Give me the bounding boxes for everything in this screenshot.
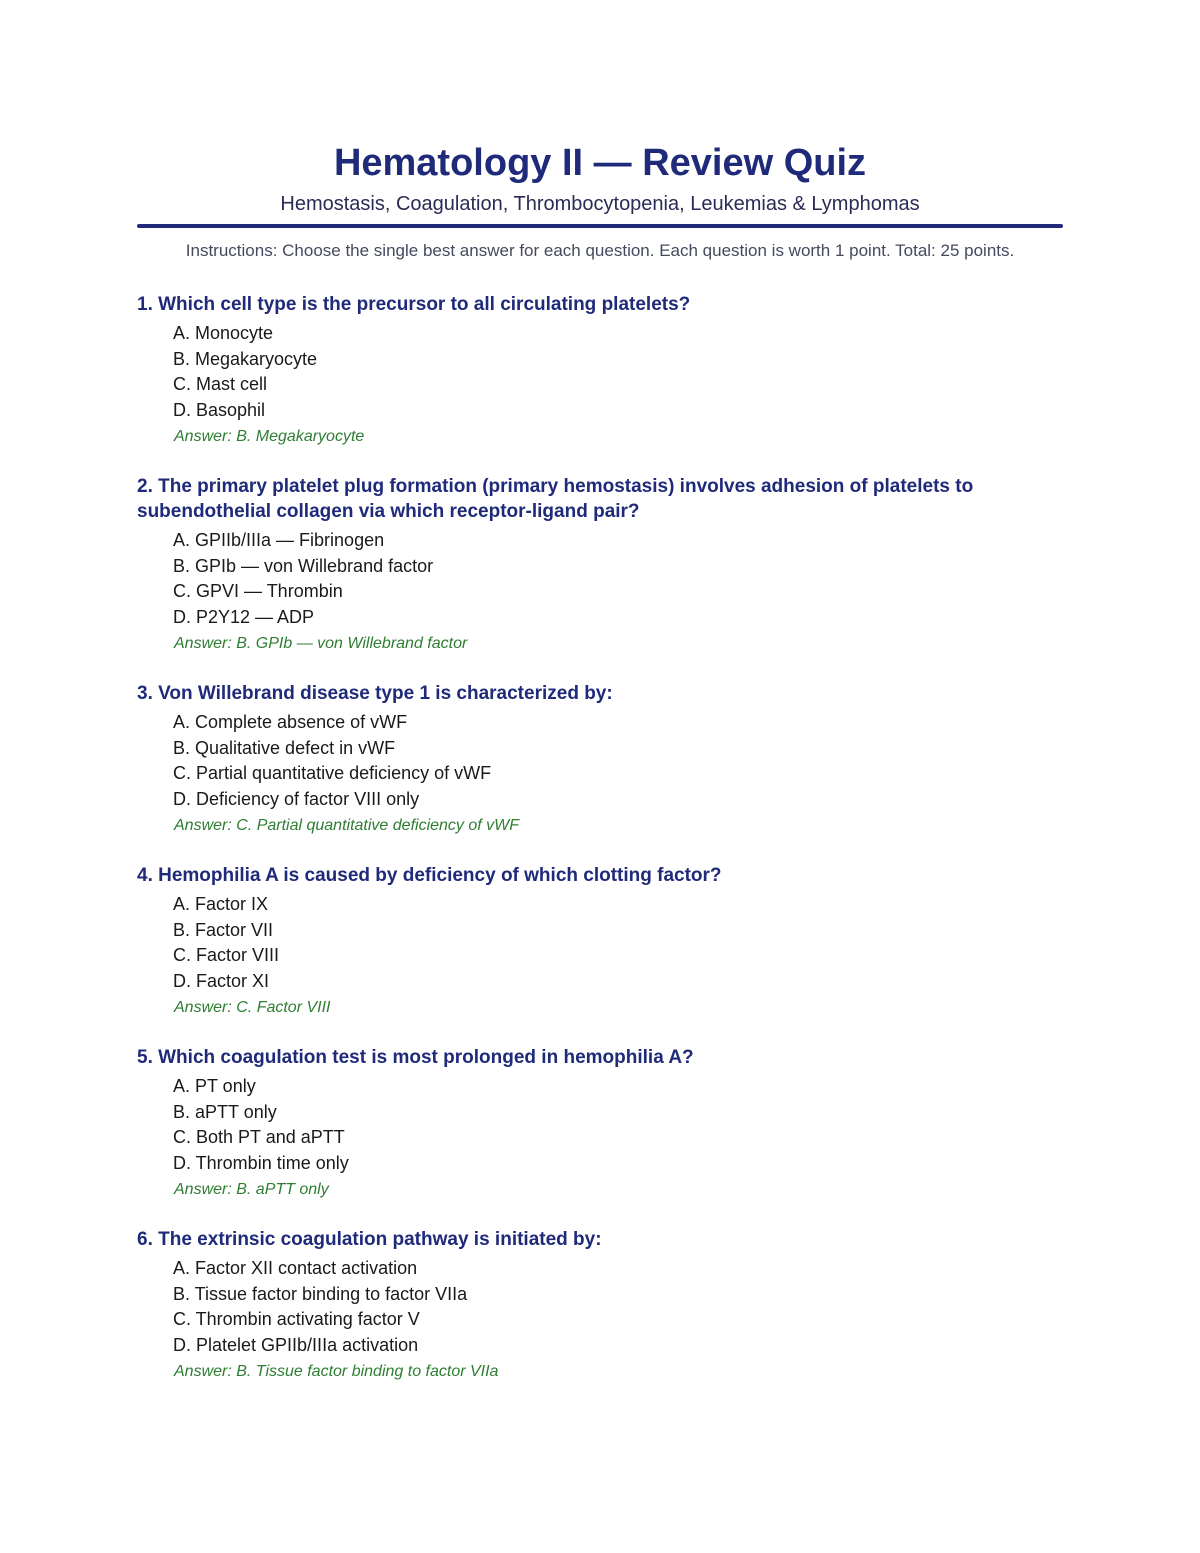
option-d: D. Factor XI	[173, 970, 270, 991]
option-a: A. Factor XII contact activation	[173, 1258, 418, 1278]
option-list	[137, 710, 1063, 812]
option-list	[137, 321, 1063, 423]
question-item	[137, 863, 1063, 1020]
page-title: Hematology II — Review Quiz	[333, 142, 867, 184]
answer-key: Answer: B. Tissue factor binding to factor VIIa	[174, 1363, 499, 1380]
option-d: D. Thrombin time only	[173, 1152, 349, 1173]
option-a: A. GPIIb/IIIa — Fibrinogen	[173, 530, 385, 550]
option-c: C. Partial quantitative deficiency of vWF	[173, 763, 492, 783]
answer-key: Answer: B. Megakaryocyte	[174, 428, 365, 445]
question-text: 3. Von Willebrand disease type 1 is characterized by:	[137, 683, 613, 704]
question-list	[137, 292, 1063, 1384]
option-b: B. Tissue factor binding to factor VIIa	[173, 1283, 468, 1304]
option-d: D. Platelet GPIIb/IIIa activation	[173, 1334, 419, 1355]
option-b: B. aPTT only	[173, 1101, 277, 1122]
option-list	[137, 892, 1063, 994]
option-c: C. Thrombin activating factor V	[173, 1309, 420, 1329]
question-item	[137, 681, 1063, 838]
option-b: B. Megakaryocyte	[173, 348, 318, 369]
question-text: 4. Hemophilia A is caused by deficiency of which clotting factor?	[137, 865, 722, 886]
option-b: B. Factor VII	[173, 919, 274, 940]
option-b: B. GPIb — von Willebrand factor	[173, 555, 434, 576]
option-c: C. GPVI — Thrombin	[173, 581, 343, 601]
quiz-page	[137, 140, 1063, 1409]
option-c: C. Mast cell	[173, 374, 268, 394]
answer-key: Answer: B. aPTT only	[174, 1181, 329, 1198]
option-a: A. Complete absence of vWF	[173, 712, 408, 732]
question-item	[137, 292, 1063, 449]
question-item	[137, 1045, 1063, 1202]
option-d: D. P2Y12 — ADP	[173, 606, 315, 627]
question-text: 5. Which coagulation test is most prolonged in hemophilia A?	[137, 1047, 694, 1068]
option-a: A. PT only	[173, 1076, 256, 1096]
question-text: 1. Which cell type is the precursor to all circulating platelets?	[137, 294, 691, 315]
option-a: A. Factor IX	[173, 894, 269, 914]
page-subtitle: Hemostasis, Coagulation, Thrombocytopenia, Leukemias & Lymphomas	[280, 193, 920, 215]
option-c: C. Both PT and aPTT	[173, 1127, 345, 1147]
option-list	[137, 528, 1063, 630]
answer-key: Answer: C. Factor VIII	[174, 999, 331, 1016]
answer-key: Answer: C. Partial quantitative deficiency of vWF	[174, 817, 520, 834]
option-c: C. Factor VIII	[173, 945, 280, 965]
question-text: 6. The extrinsic coagulation pathway is initiated by:	[137, 1229, 602, 1250]
option-d: D. Deficiency of factor VIII only	[173, 788, 420, 809]
question-text: 2. The primary platelet plug formation (primary hemostasis) involves adhesion of platelets to subendothelial collagen via which receptor-ligand pair?	[137, 476, 974, 522]
option-list	[137, 1074, 1063, 1176]
option-list	[137, 1256, 1063, 1358]
option-d: D. Basophil	[173, 399, 266, 420]
instructions-text: Instructions: Choose the single best answer for each question. Each question is worth 1 point. Total: 25 points.	[185, 241, 1015, 260]
option-a: A. Monocyte	[173, 323, 274, 343]
question-item	[137, 1227, 1063, 1384]
option-b: B. Qualitative defect in vWF	[173, 737, 396, 758]
answer-key: Answer: B. GPIb — von Willebrand factor	[174, 635, 468, 652]
header-divider	[137, 224, 1063, 228]
question-item	[137, 474, 1063, 656]
